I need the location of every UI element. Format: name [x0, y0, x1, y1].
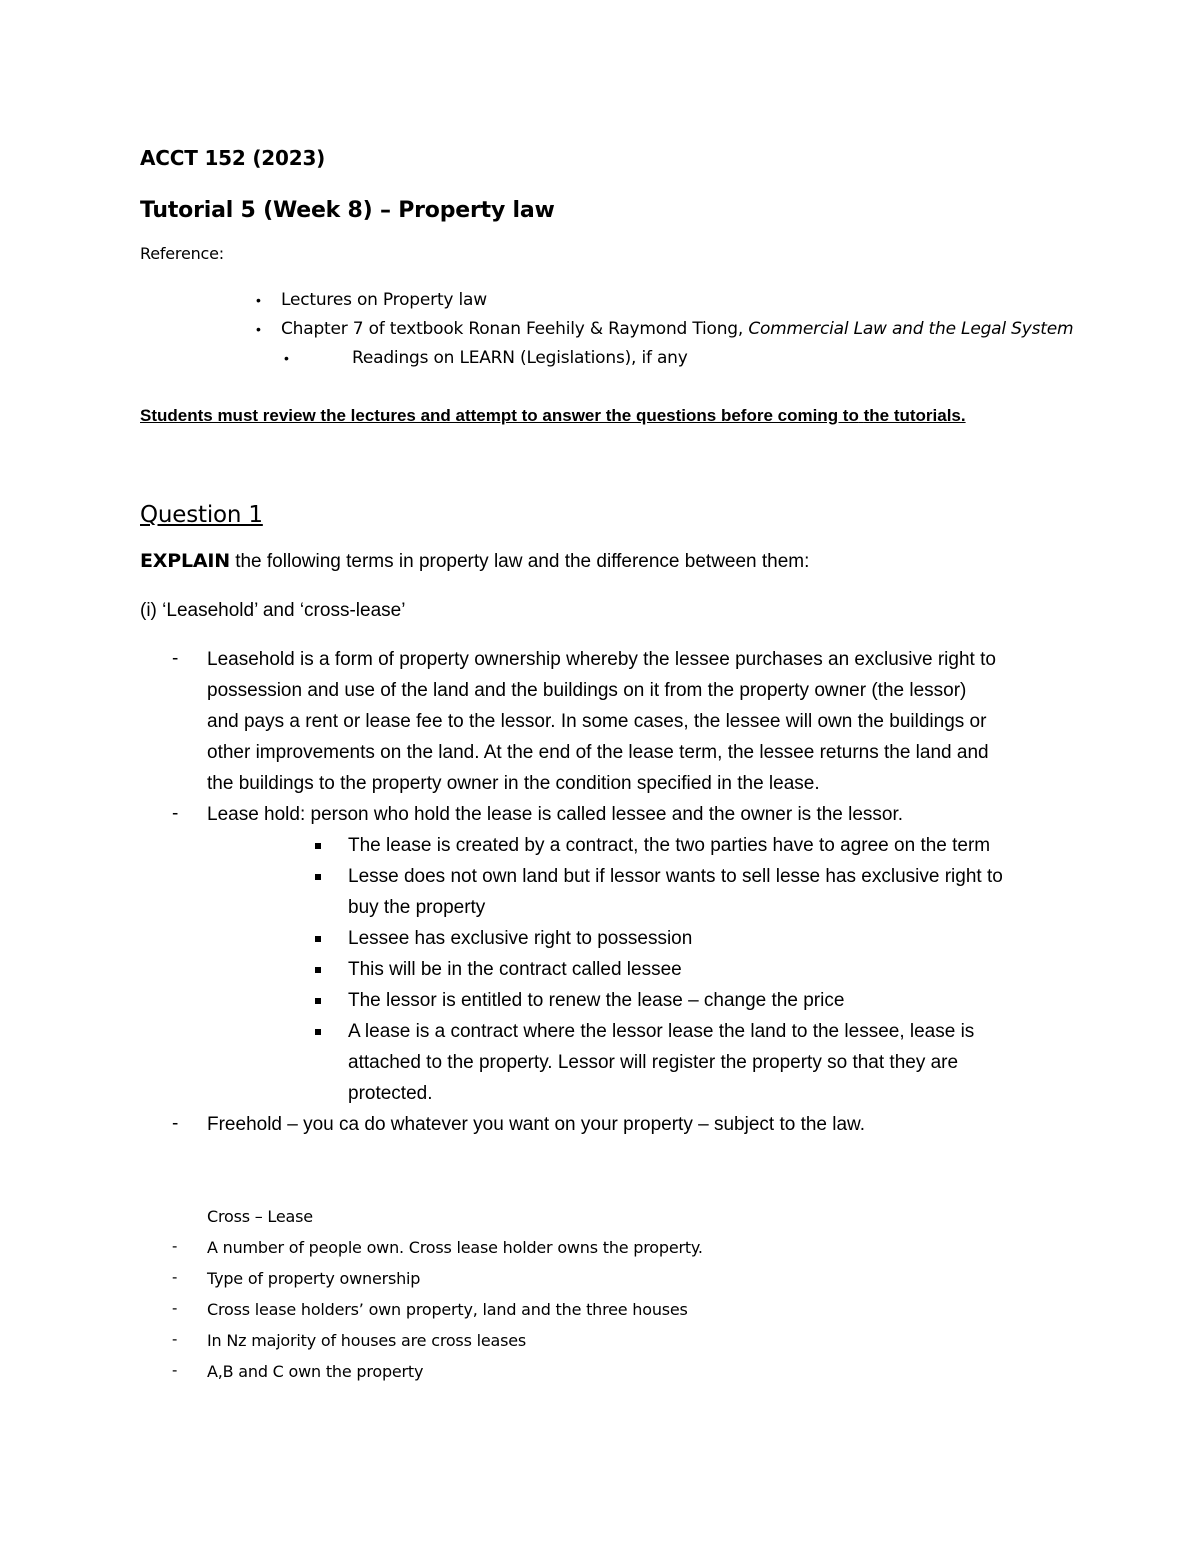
reference-item-1: Lectures on Property law — [281, 290, 487, 310]
text-line: the buildings to the property owner in the condition specified in the lease. — [207, 773, 820, 794]
text-line: protected. — [348, 1083, 433, 1104]
dash-marker: - — [172, 1300, 178, 1317]
tutorial-title: Tutorial 5 (Week 8) – Property law — [140, 198, 555, 223]
reference-item-2-text: Chapter 7 of textbook Ronan Feehily & Raymond Tiong, — [281, 319, 749, 339]
text-line: possession and use of the land and the buildings on it from the property owner (the lessor) — [207, 680, 967, 701]
course-code: ACCT 152 (2023) — [140, 146, 326, 170]
notice-text-1: Students must review the lectures and attempt to answer the questions before coming to — [140, 406, 859, 425]
lease-point-4 — [348, 954, 682, 985]
lease-point-3 — [348, 923, 692, 954]
lease-point-1 — [348, 830, 990, 861]
dash-marker: - — [172, 648, 179, 669]
cross-lease-item: In Nz majority of houses are cross leases — [207, 1331, 526, 1350]
text-line: buy the property — [348, 897, 486, 918]
dash-marker: - — [172, 1362, 178, 1379]
notice-text-3: the tutorials. — [863, 406, 966, 425]
text-line: The lessor is entitled to renew the lease – change the price — [348, 990, 845, 1011]
square-bullet-icon — [315, 967, 321, 973]
question-1-heading: Question 1 — [140, 502, 263, 528]
lease-point-2 — [348, 861, 1003, 923]
bullet-icon: • — [256, 321, 261, 337]
prompt-keyword: EXPLAIN — [140, 550, 230, 572]
text-line: Leasehold is a form of property ownership whereby the lessee purchases an exclusive right to — [207, 649, 996, 670]
cross-lease-item: Type of property ownership — [207, 1269, 421, 1288]
text-line: other improvements on the land. At the end of the lease term, the lessee returns the land and — [207, 742, 989, 763]
textbook-title: Commercial Law and the Legal System — [748, 319, 1074, 339]
dash-marker: - — [172, 1238, 178, 1255]
lease-hold-note: Lease hold: person who hold the lease is called lessee and the owner is the lessor. — [207, 804, 904, 825]
text-line: This will be in the contract called lessee — [348, 959, 682, 980]
freehold-note: Freehold – you ca do whatever you want on your property – subject to the law. — [207, 1114, 865, 1135]
text-line: and pays a rent or lease fee to the lessor. In some cases, the lessee will own the buildings or — [207, 711, 987, 732]
reference-item-2 — [281, 319, 1073, 339]
dash-marker: - — [172, 1269, 178, 1286]
text-line: Lesse does not own land but if lessor wants to sell lesse has exclusive right to — [348, 866, 1003, 887]
prompt-text: the following terms in property law and the difference between them: — [229, 551, 810, 572]
bullet-icon: • — [256, 292, 261, 308]
cross-lease-item: A number of people own. Cross lease holder owns the property. — [207, 1238, 703, 1257]
bullet-icon: • — [284, 350, 289, 366]
cross-lease-item: A,B and C own the property — [207, 1362, 424, 1381]
lease-point-5 — [348, 985, 844, 1016]
sub-question-i: (i) ‘Leasehold’ and ‘cross-lease’ — [140, 600, 406, 621]
square-bullet-icon — [315, 843, 321, 849]
cross-lease-title: Cross – Lease — [207, 1207, 313, 1226]
text-line: attached to the property. Lessor will register the property so that they are — [348, 1052, 959, 1073]
lease-point-6 — [348, 1016, 974, 1109]
reference-label: Reference: — [140, 244, 224, 263]
question-1-prompt — [140, 550, 809, 573]
square-bullet-icon — [315, 1029, 321, 1035]
square-bullet-icon — [315, 874, 321, 880]
text-line: A lease is a contract where the lessor lease the land to the lessee, lease is — [348, 1021, 975, 1042]
square-bullet-icon — [315, 936, 321, 942]
dash-marker: - — [172, 1113, 179, 1134]
dash-marker: - — [172, 1331, 178, 1348]
text-line: The lease is created by a contract, the two parties have to agree on the term — [348, 835, 991, 856]
students-notice — [140, 406, 966, 426]
leasehold-definition — [207, 644, 996, 799]
dash-marker: - — [172, 803, 179, 824]
text-line: Lessee has exclusive right to possession — [348, 928, 693, 949]
cross-lease-item: Cross lease holders’ own property, land and the three houses — [207, 1300, 688, 1319]
square-bullet-icon — [315, 998, 321, 1004]
reference-item-3: Readings on LEARN (Legislations), if any — [352, 348, 688, 368]
